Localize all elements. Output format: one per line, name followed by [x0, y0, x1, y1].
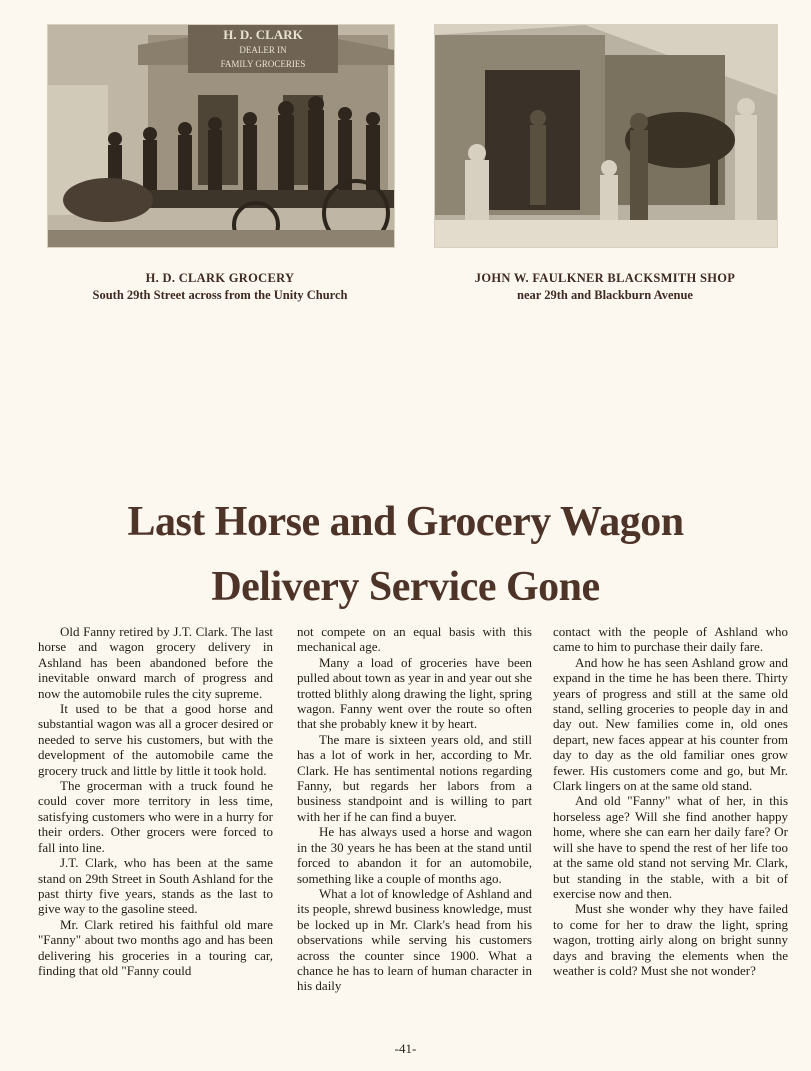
article-headline-line-2: Delivery Service Gone: [211, 564, 600, 610]
blacksmith-caption-title: JOHN W. FAULKNER BLACKSMITH SHOP: [474, 271, 736, 285]
paragraph: What a lot of knowledge of Ashland and its people, shrewd business knowledge, must be locked up in Mr. Clark's head from his observations while serving his customers across the counter since 1900. What a chance he has to learn of human character in his daily: [297, 885, 532, 994]
clark-grocery-photo: [47, 24, 395, 248]
grocery-photo-caption: [47, 270, 393, 304]
paragraph-continued: contact with the people of Ashland who came to him to purchase their daily fare.: [553, 624, 788, 655]
paragraph: Old Fanny retired by J.T. Clark. The last horse and wagon grocery delivery in Ashland has been abandoned before the inevitable onward march of progress and now the automobile rules the city supreme.: [38, 624, 273, 701]
paragraph: J.T. Clark, who has been at the same stand on 29th Street in South Ashland for the past thirty five years, stands as the last to give way to the gasoline steed.: [38, 855, 273, 917]
sign-line-2: DEALER IN: [239, 45, 287, 55]
paragraph-continued: not compete on an equal basis with this mechanical age.: [297, 624, 532, 655]
faulkner-blacksmith-photo: [434, 24, 778, 248]
sign-line-1: H. D. CLARK: [223, 27, 303, 42]
paragraph: Must she wonder why they have failed to come for her to draw the light, spring wagon, trotting airly along on bright sunny days and braving the elements when the weather is cold? Must she not wonder?: [553, 901, 788, 978]
article-column-3: [553, 624, 788, 978]
article-column-2: [297, 624, 532, 994]
grocery-photo-illustration: [48, 25, 394, 247]
paragraph: Many a load of groceries have been pulled about town as year in and year out she trotted blithly along drawing the light, spring wagon. Fanny went over the route so often that she probably knew it by heart.: [297, 654, 533, 732]
blacksmith-photo-caption: [420, 270, 790, 304]
grocery-caption-title: H. D. CLARK GROCERY: [145, 271, 295, 285]
article-headline-line-1: Last Horse and Grocery Wagon: [127, 499, 684, 545]
page-number: -41-: [394, 1041, 417, 1056]
blacksmith-caption-subtitle: near 29th and Blackburn Avenue: [517, 288, 693, 302]
paragraph: The mare is sixteen years old, and still has a lot of work in her, according to Mr. Clark. He has sentimental notions regarding Fanny, but regards her labors from a business standpoint and is willing to part with her if he can find a buyer.: [297, 731, 532, 824]
paragraph: Mr. Clark retired his faithful old mare "Fanny" about two months ago and has been delivering his groceries in a touring car, finding that old "Fanny could: [38, 916, 273, 978]
grocery-caption-subtitle: South 29th Street across from the Unity Church: [92, 288, 348, 302]
article-column-1: [38, 624, 273, 978]
blacksmith-photo-illustration: [435, 25, 777, 247]
paragraph: And old "Fanny" what of her, in this horseless age? Will she find another happy home, where she can earn her daily fare? Or will she have to spend the rest of her life too at the same old stand not serving Mr. Clark, but standing in the stable, with a bit of exercise now and then.: [553, 793, 788, 901]
paragraph: And how he has seen Ashland grow and expand in the time he has been there. Thirty years of progress and still at the same old stand, selling groceries to people day in and day out. New families come in, old ones depart, new faces appear at his counter from day to day as the old familiar ones grow fewer. His customers come and go, but Mr. Clark lingers on at the same old stand.: [553, 654, 788, 794]
sign-line-3: FAMILY GROCERIES: [220, 59, 306, 69]
paragraph: It used to be that a good horse and substantial wagon was all a grocer desired or needed to serve his customers, but with the development of the automobile came the grocery truck and little by little it took hold.: [38, 701, 273, 778]
paragraph: The grocerman with a truck found he could cover more territory in less time, satisfying customers who were in a hurry for their orders. Other grocers were forced to fall into line.: [38, 778, 273, 855]
paragraph: He has always used a horse and wagon in the 30 years he has been at the stand until forced to abandon it for an automobile, something like a couple of months ago.: [297, 824, 532, 886]
